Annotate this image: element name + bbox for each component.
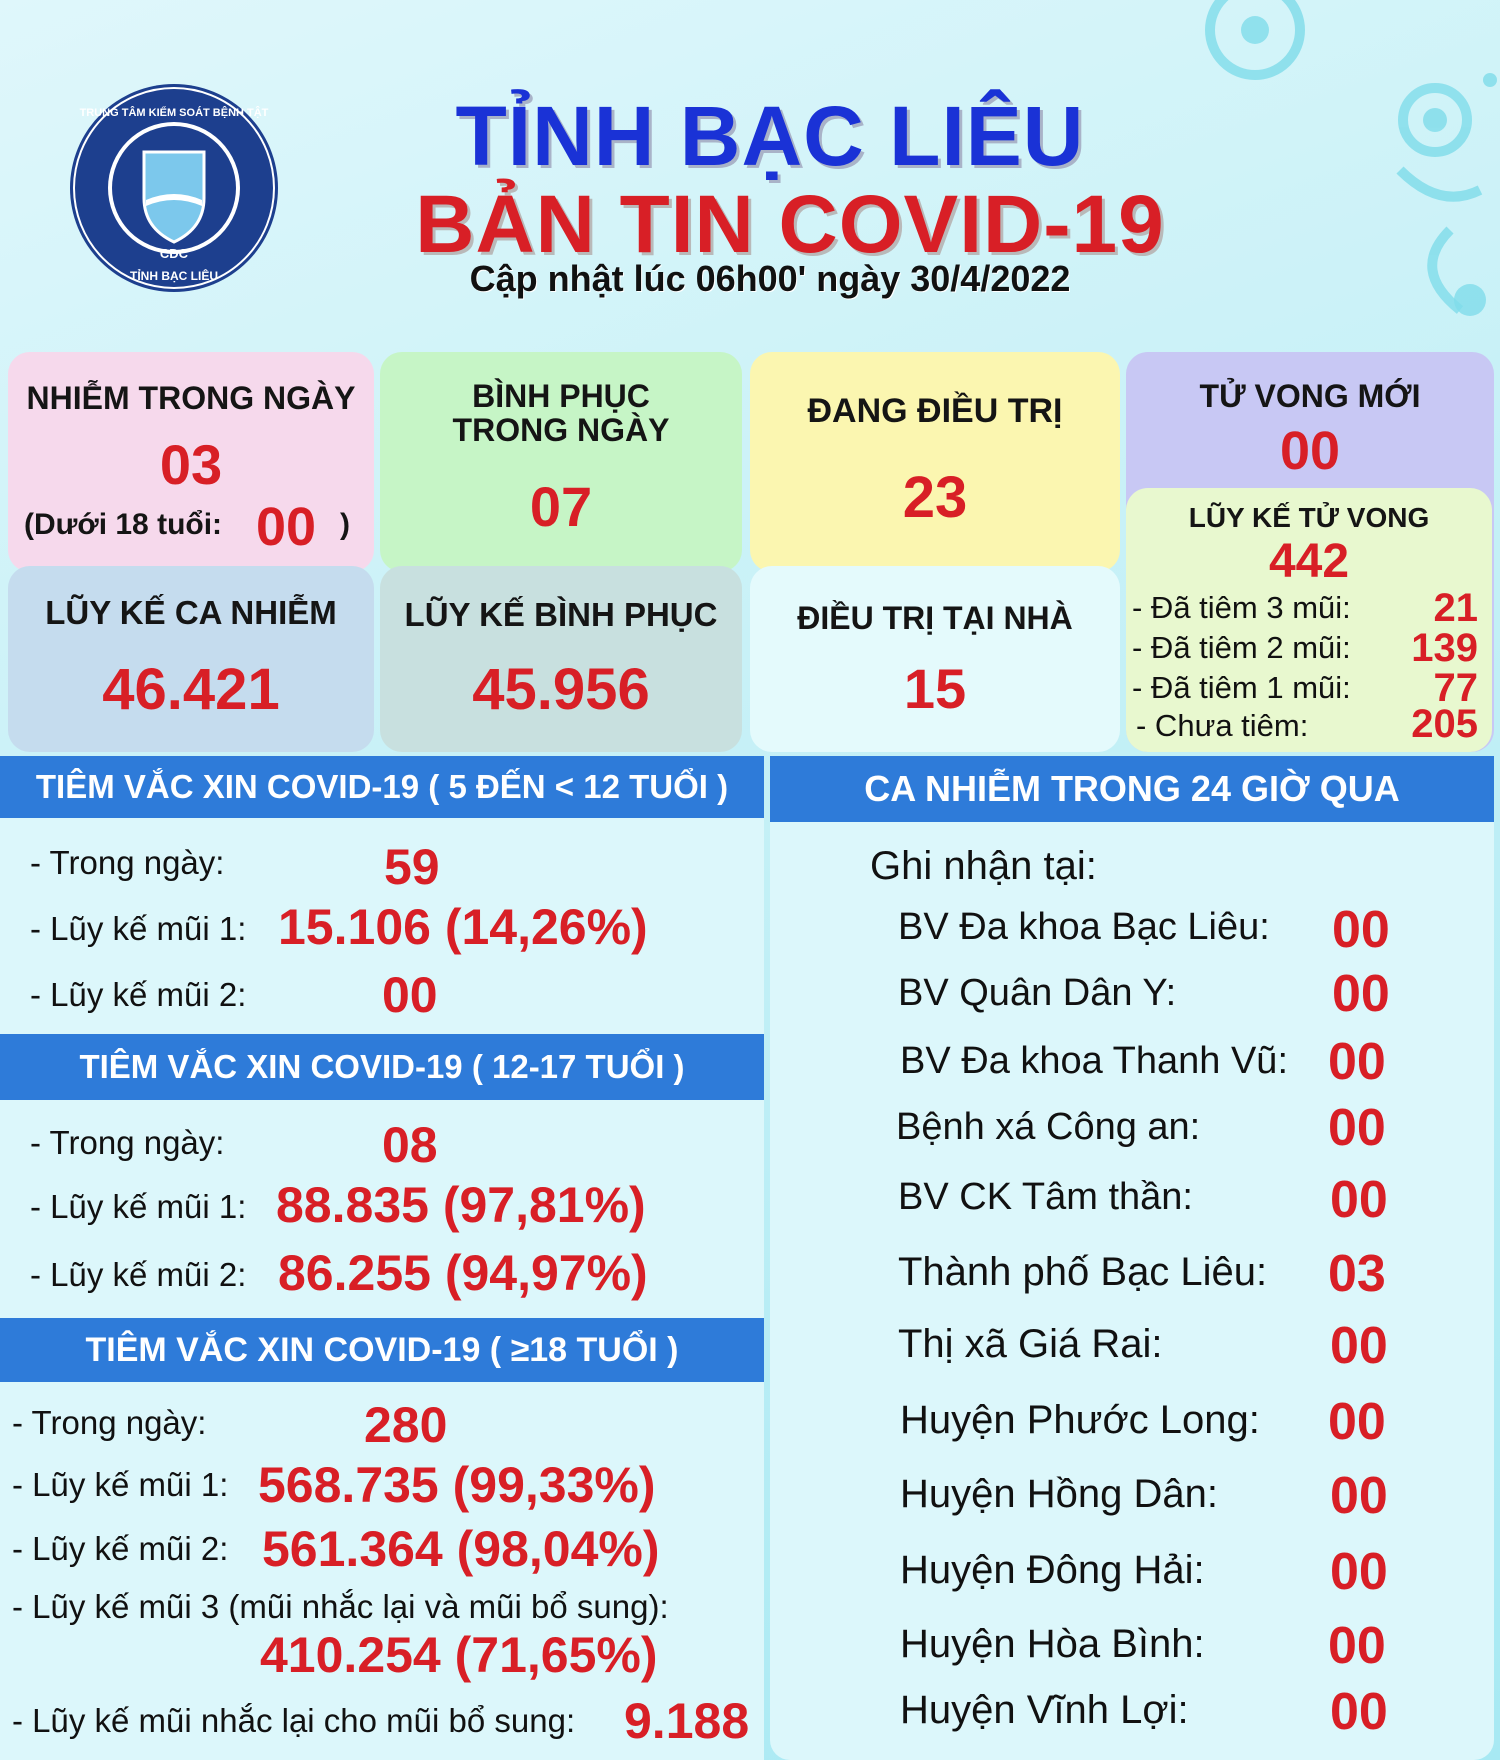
under18-value: 00 (256, 497, 317, 557)
cases-row-label: Huyện Phước Long: (900, 1398, 1260, 1442)
daily-infected-value: 03 (159, 433, 223, 496)
logo-cdc-text: CDC (159, 246, 189, 261)
deaths-row-value: 77 (1433, 666, 1478, 710)
vaccine-row-label: - Lũy kế mũi 1: (30, 910, 247, 947)
vaccine-row-label: - Trong ngày: (30, 1124, 225, 1161)
vaccine-row-value: 561.364 (98,04%) (262, 1521, 660, 1577)
home-treatment-value: 15 (903, 657, 967, 720)
vaccine-row-label: - Lũy kế mũi 2: (30, 1256, 247, 1293)
cases-row-label: Thị xã Giá Rai: (898, 1322, 1163, 1366)
cases-row-value: 00 (1330, 1683, 1388, 1741)
treating-value: 23 (902, 465, 968, 530)
cases-row-label: Thành phố Bạc Liêu: (898, 1250, 1268, 1294)
daily-recovered-label-1: BÌNH PHỤC (472, 378, 650, 414)
cases-row-label: Huyện Đông Hải: (900, 1548, 1205, 1592)
cases-row-label: Huyện Hòa Bình: (900, 1622, 1205, 1666)
treating-label: ĐANG ĐIỀU TRỊ (807, 392, 1063, 430)
vaccine-row-label: - Lũy kế mũi 2: (12, 1530, 229, 1567)
cases-row-label: Bệnh xá Công an: (896, 1106, 1201, 1148)
vaccine-row-value: 568.735 (99,33%) (258, 1457, 656, 1513)
daily-recovered-value: 07 (529, 475, 593, 538)
logo-ring-text: TRUNG TÂM KIỂM SOÁT BỆNH TẬT (79, 107, 269, 119)
logo-bottom-text: TỈNH BẠC LIÊU (130, 269, 218, 283)
cumulative-recovered-label: LŨY KẾ BÌNH PHỤC (404, 596, 718, 633)
vaccine-row-label: - Lũy kế mũi 1: (30, 1188, 247, 1225)
cases-row-value: 00 (1330, 1317, 1388, 1375)
cases-row-value: 00 (1328, 1033, 1386, 1091)
home-treatment-label: ĐIỀU TRỊ TẠI NHÀ (797, 600, 1073, 636)
deaths-row-label: - Đã tiêm 2 mũi: (1132, 630, 1351, 665)
cases-row-value: 00 (1330, 1467, 1388, 1525)
under18-label: (Dưới 18 tuổi: (24, 508, 223, 541)
cases-row-value: 03 (1328, 1245, 1386, 1303)
vaccine-row-value: 15.106 (14,26%) (278, 899, 648, 955)
vaccine-5-12-header: TIÊM VẮC XIN COVID-19 ( 5 ĐẾN < 12 TUỔI ) (0, 756, 764, 818)
cumulative-deaths-box (1126, 488, 1492, 752)
vaccine-row-label: - Lũy kế mũi 1: (12, 1466, 229, 1503)
cases-row-value: 00 (1332, 965, 1390, 1023)
under18-close: ) (340, 508, 350, 541)
vaccine-row-value: 86.255 (94,97%) (278, 1245, 648, 1301)
new-deaths-label: TỬ VONG MỚI (1199, 378, 1421, 414)
cases-row-value: 00 (1328, 1099, 1386, 1157)
vaccine-row-label: - Trong ngày: (12, 1404, 207, 1441)
daily-recovered-label-2: TRONG NGÀY (452, 412, 670, 448)
daily-infected-label: NHIỄM TRONG NGÀY (26, 380, 356, 416)
vaccine-row-value: 00 (382, 967, 438, 1023)
new-deaths-value: 00 (1279, 421, 1341, 481)
home-treatment-box (750, 566, 1120, 752)
deaths-row-label: - Đã tiêm 1 mũi: (1132, 670, 1351, 705)
cumulative-infected-box (8, 566, 374, 752)
vaccine-18-header: TIÊM VẮC XIN COVID-19 ( ≥18 TUỔI ) (0, 1318, 764, 1382)
daily-infected-box (8, 352, 374, 572)
cases-row-label: BV Đa khoa Bạc Liêu: (898, 906, 1270, 948)
update-time: Cập nhật lúc 06h00' ngày 30/4/2022 (469, 258, 1071, 299)
treating-box (750, 352, 1120, 572)
cases-row-label: BV Đa khoa Thanh Vũ: (900, 1040, 1288, 1082)
vaccine-row-label: - Lũy kế mũi nhắc lại cho mũi bổ sung: (12, 1702, 576, 1739)
cdc-logo (66, 80, 282, 296)
vaccine-row-value: 08 (382, 1117, 438, 1173)
cases-24h-header: CA NHIỄM TRONG 24 GIỜ QUA (770, 756, 1494, 822)
cases-intro: Ghi nhận tại: (870, 844, 1097, 888)
deaths-row-value: 21 (1433, 586, 1478, 630)
cases-row-value: 00 (1330, 1543, 1388, 1601)
cases-row-value: 00 (1328, 1393, 1386, 1451)
vaccine-row-label: - Lũy kế mũi 2: (30, 976, 247, 1013)
cumulative-deaths-value: 442 (1268, 535, 1350, 588)
deaths-row-value: 205 (1411, 702, 1478, 746)
daily-recovered-box (380, 352, 742, 572)
cases-row-label: Huyện Hồng Dân: (900, 1472, 1218, 1516)
cases-row-label: BV Quân Dân Y: (898, 972, 1177, 1014)
cases-row-label: Huyện Vĩnh Lợi: (900, 1688, 1189, 1732)
vaccine-row-value: 280 (364, 1397, 448, 1453)
page-title-bulletin: BẢN TIN COVID-19 (415, 179, 1165, 270)
deaths-row-label: - Đã tiêm 3 mũi: (1132, 590, 1351, 625)
deaths-row-label: - Chưa tiêm: (1136, 708, 1309, 743)
cumulative-recovered-box (380, 566, 742, 752)
vaccine-12-17-header: TIÊM VẮC XIN COVID-19 ( 12-17 TUỔI ) (0, 1034, 764, 1100)
vaccine-row-value: 410.254 (71,65%) (260, 1627, 658, 1683)
cumulative-infected-value: 46.421 (102, 657, 280, 722)
vaccine-row-label: - Lũy kế mũi 3 (mũi nhắc lại và mũi bổ sung): (12, 1588, 669, 1625)
cases-row-value: 00 (1328, 1617, 1386, 1675)
vaccine-row-value: 9.188 (624, 1693, 750, 1749)
cumulative-deaths-label: LŨY KẾ TỬ VONG (1188, 502, 1430, 533)
cumulative-recovered-value: 45.956 (472, 657, 650, 722)
page-title-province: TỈNH BẠC LIÊU (455, 89, 1085, 183)
cases-row-value: 00 (1330, 1171, 1388, 1229)
cases-row-value: 00 (1332, 901, 1390, 959)
deaths-row-value: 139 (1411, 626, 1478, 670)
cumulative-infected-label: LŨY KẾ CA NHIỄM (45, 594, 337, 631)
vaccine-row-value: 88.835 (97,81%) (276, 1177, 646, 1233)
vaccine-row-value: 59 (384, 839, 440, 895)
cases-row-label: BV CK Tâm thần: (898, 1176, 1193, 1218)
vaccine-row-label: - Trong ngày: (30, 844, 225, 881)
